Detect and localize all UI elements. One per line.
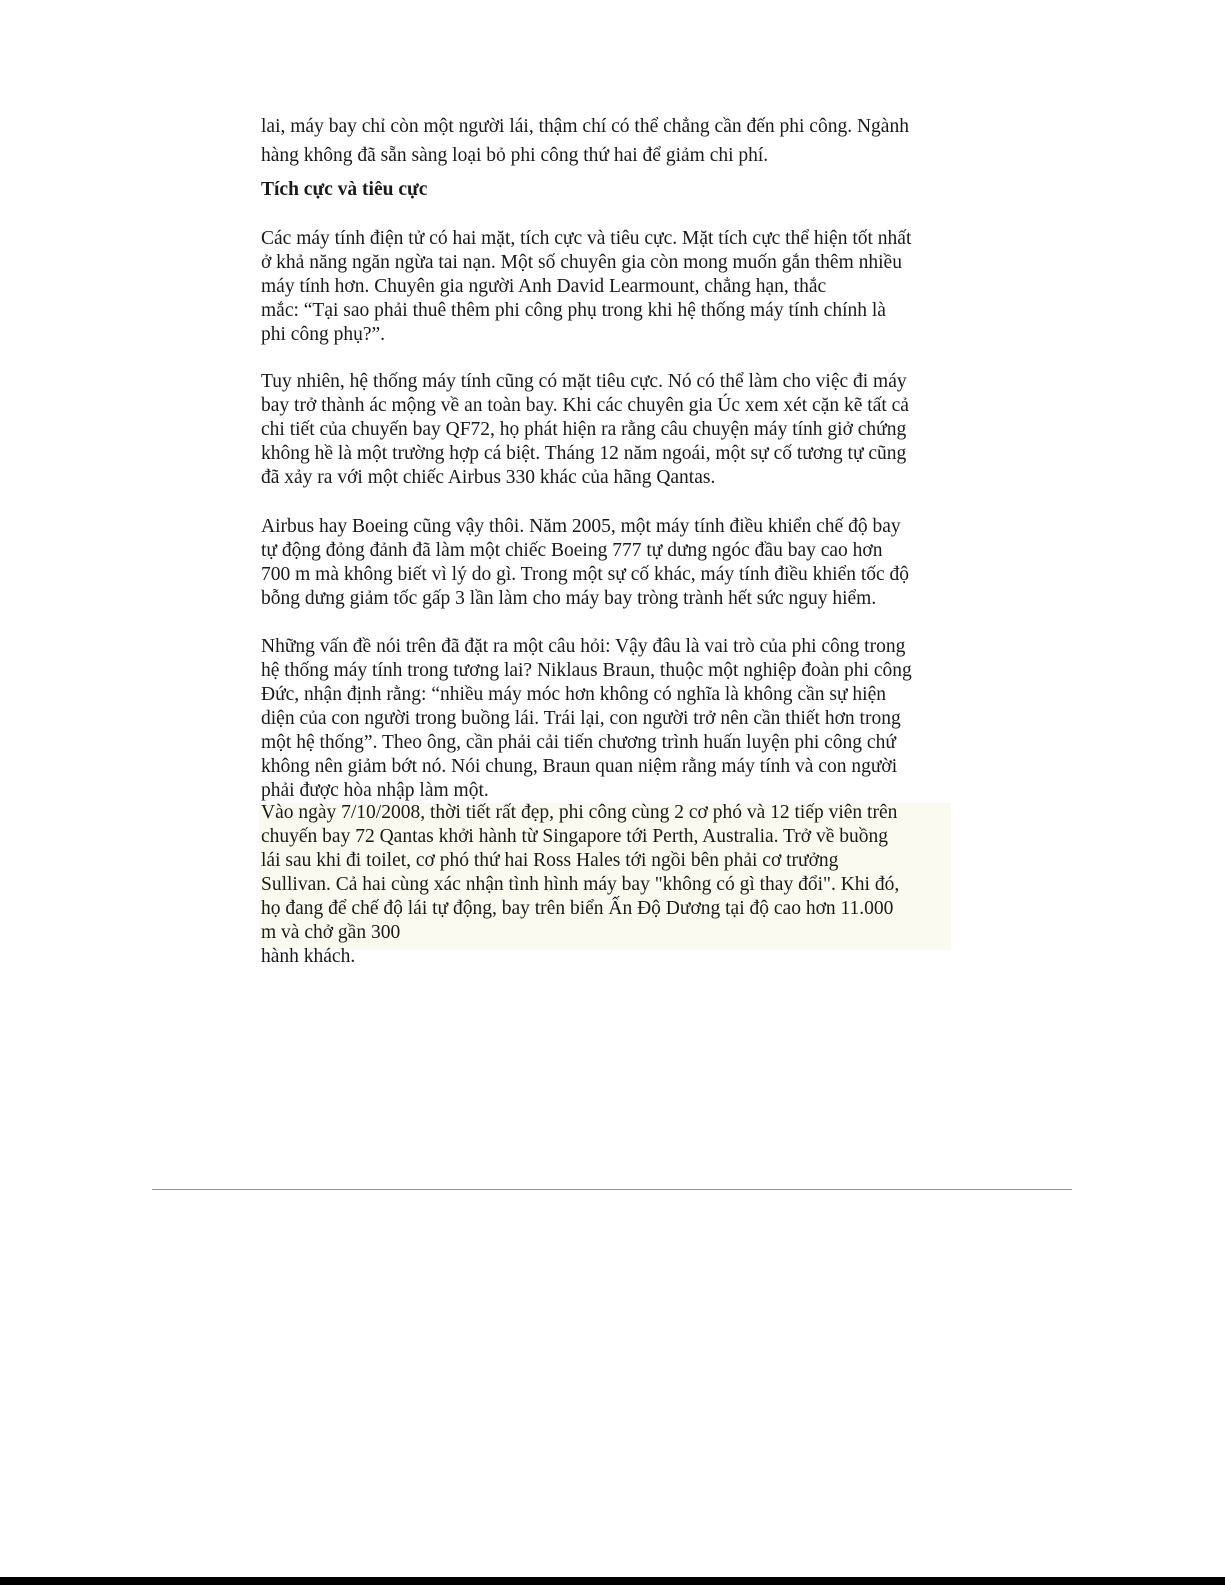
paragraph-positive: Các máy tính điện tử có hai mặt, tích cực và tiêu cực. Mặt tích cực thể hiện tốt nhất ở khả năng ngăn ngừa tai nạn. Một số chuyên gia còn mong muốn gắn thêm nhiều máy tính hơn. Chuyên gia người Anh David Learmount, chẳng hạn, thắc mắc: “Tại sao phải thuê thêm phi công phụ trong khi hệ thống máy tính chính là phi công phụ?”. — [261, 228, 912, 345]
paragraph-negative: Tuy nhiên, hệ thống máy tính cũng có mặt tiêu cực. Nó có thể làm cho việc đi máy bay trở thành ác mộng về an toàn bay. Khi các chuyên gia Úc xem xét cặn kẽ tất cả chi tiết của chuyến bay QF72, họ phát hiện ra rằng câu chuyện máy tính giở chứng không hề là một trường hợp cá biệt. Tháng 12 năm ngoái, một sự cố tương tự cũng đã xảy ra với một chiếc Airbus 330 khác của hãng Qantas. — [261, 371, 909, 488]
page-divider — [152, 1189, 1072, 1190]
intro-paragraph: lai, máy bay chỉ còn một người lái, thậm chí có thể chẳng cần đến phi công. Ngành hàng không đã sẵn sàng loại bỏ phi công thứ hai để giảm chi phí. — [261, 116, 909, 166]
paragraph-flight-qf72: Vào ngày 7/10/2008, thời tiết rất đẹp, phi công cùng 2 cơ phó và 12 tiếp viên trên chuyến bay 72 Qantas khởi hành từ Singapore tới Perth, Australia. Trở về buồng lái sau khi đi toilet, cơ phó thứ hai Ross Hales tới ngồi bên phải cơ trưởng Sullivan. Cả hai cùng xác nhận tình hình máy bay "không có gì thay đổi". Khi đó, họ đang để chế độ lái tự động, bay trên biển Ấn Độ Dương tại độ cao hơn 11.000 m và chở gần 300 hành khách. — [261, 802, 900, 967]
paragraph-pilot-role: Những vấn đề nói trên đã đặt ra một câu hỏi: Vậy đâu là vai trò của phi công trong hệ thống máy tính trong tương lai? Niklaus Braun, thuộc một nghiệp đoàn phi công Đức, nhận định rằng: “nhiều máy móc hơn không có nghĩa là không cần sự hiện diện của con người trong buồng lái. Trái lại, con người trở nên cần thiết hơn trong một hệ thống”. Theo ông, cần phải cải tiến chương trình huấn luyện phi công chứ không nên giảm bớt nó. Nói chung, Braun quan niệm rằng máy tính và con người phải được hòa nhập làm một. — [261, 636, 912, 801]
bottom-edge-bar — [0, 1577, 1225, 1585]
paragraph-airbus-boeing: Airbus hay Boeing cũng vậy thôi. Năm 2005, một máy tính điều khiển chế độ bay tự động đỏng đảnh đã làm một chiếc Boeing 777 tự dưng ngóc đầu bay cao hơn 700 m mà không biết vì lý do gì. Trong một sự cố khác, máy tính điều khiển tốc độ bỗng dưng giảm tốc gấp 3 lần làm cho máy bay tròng trành hết sức nguy hiểm. — [261, 516, 910, 609]
section-heading: Tích cực và tiêu cực — [261, 179, 428, 200]
